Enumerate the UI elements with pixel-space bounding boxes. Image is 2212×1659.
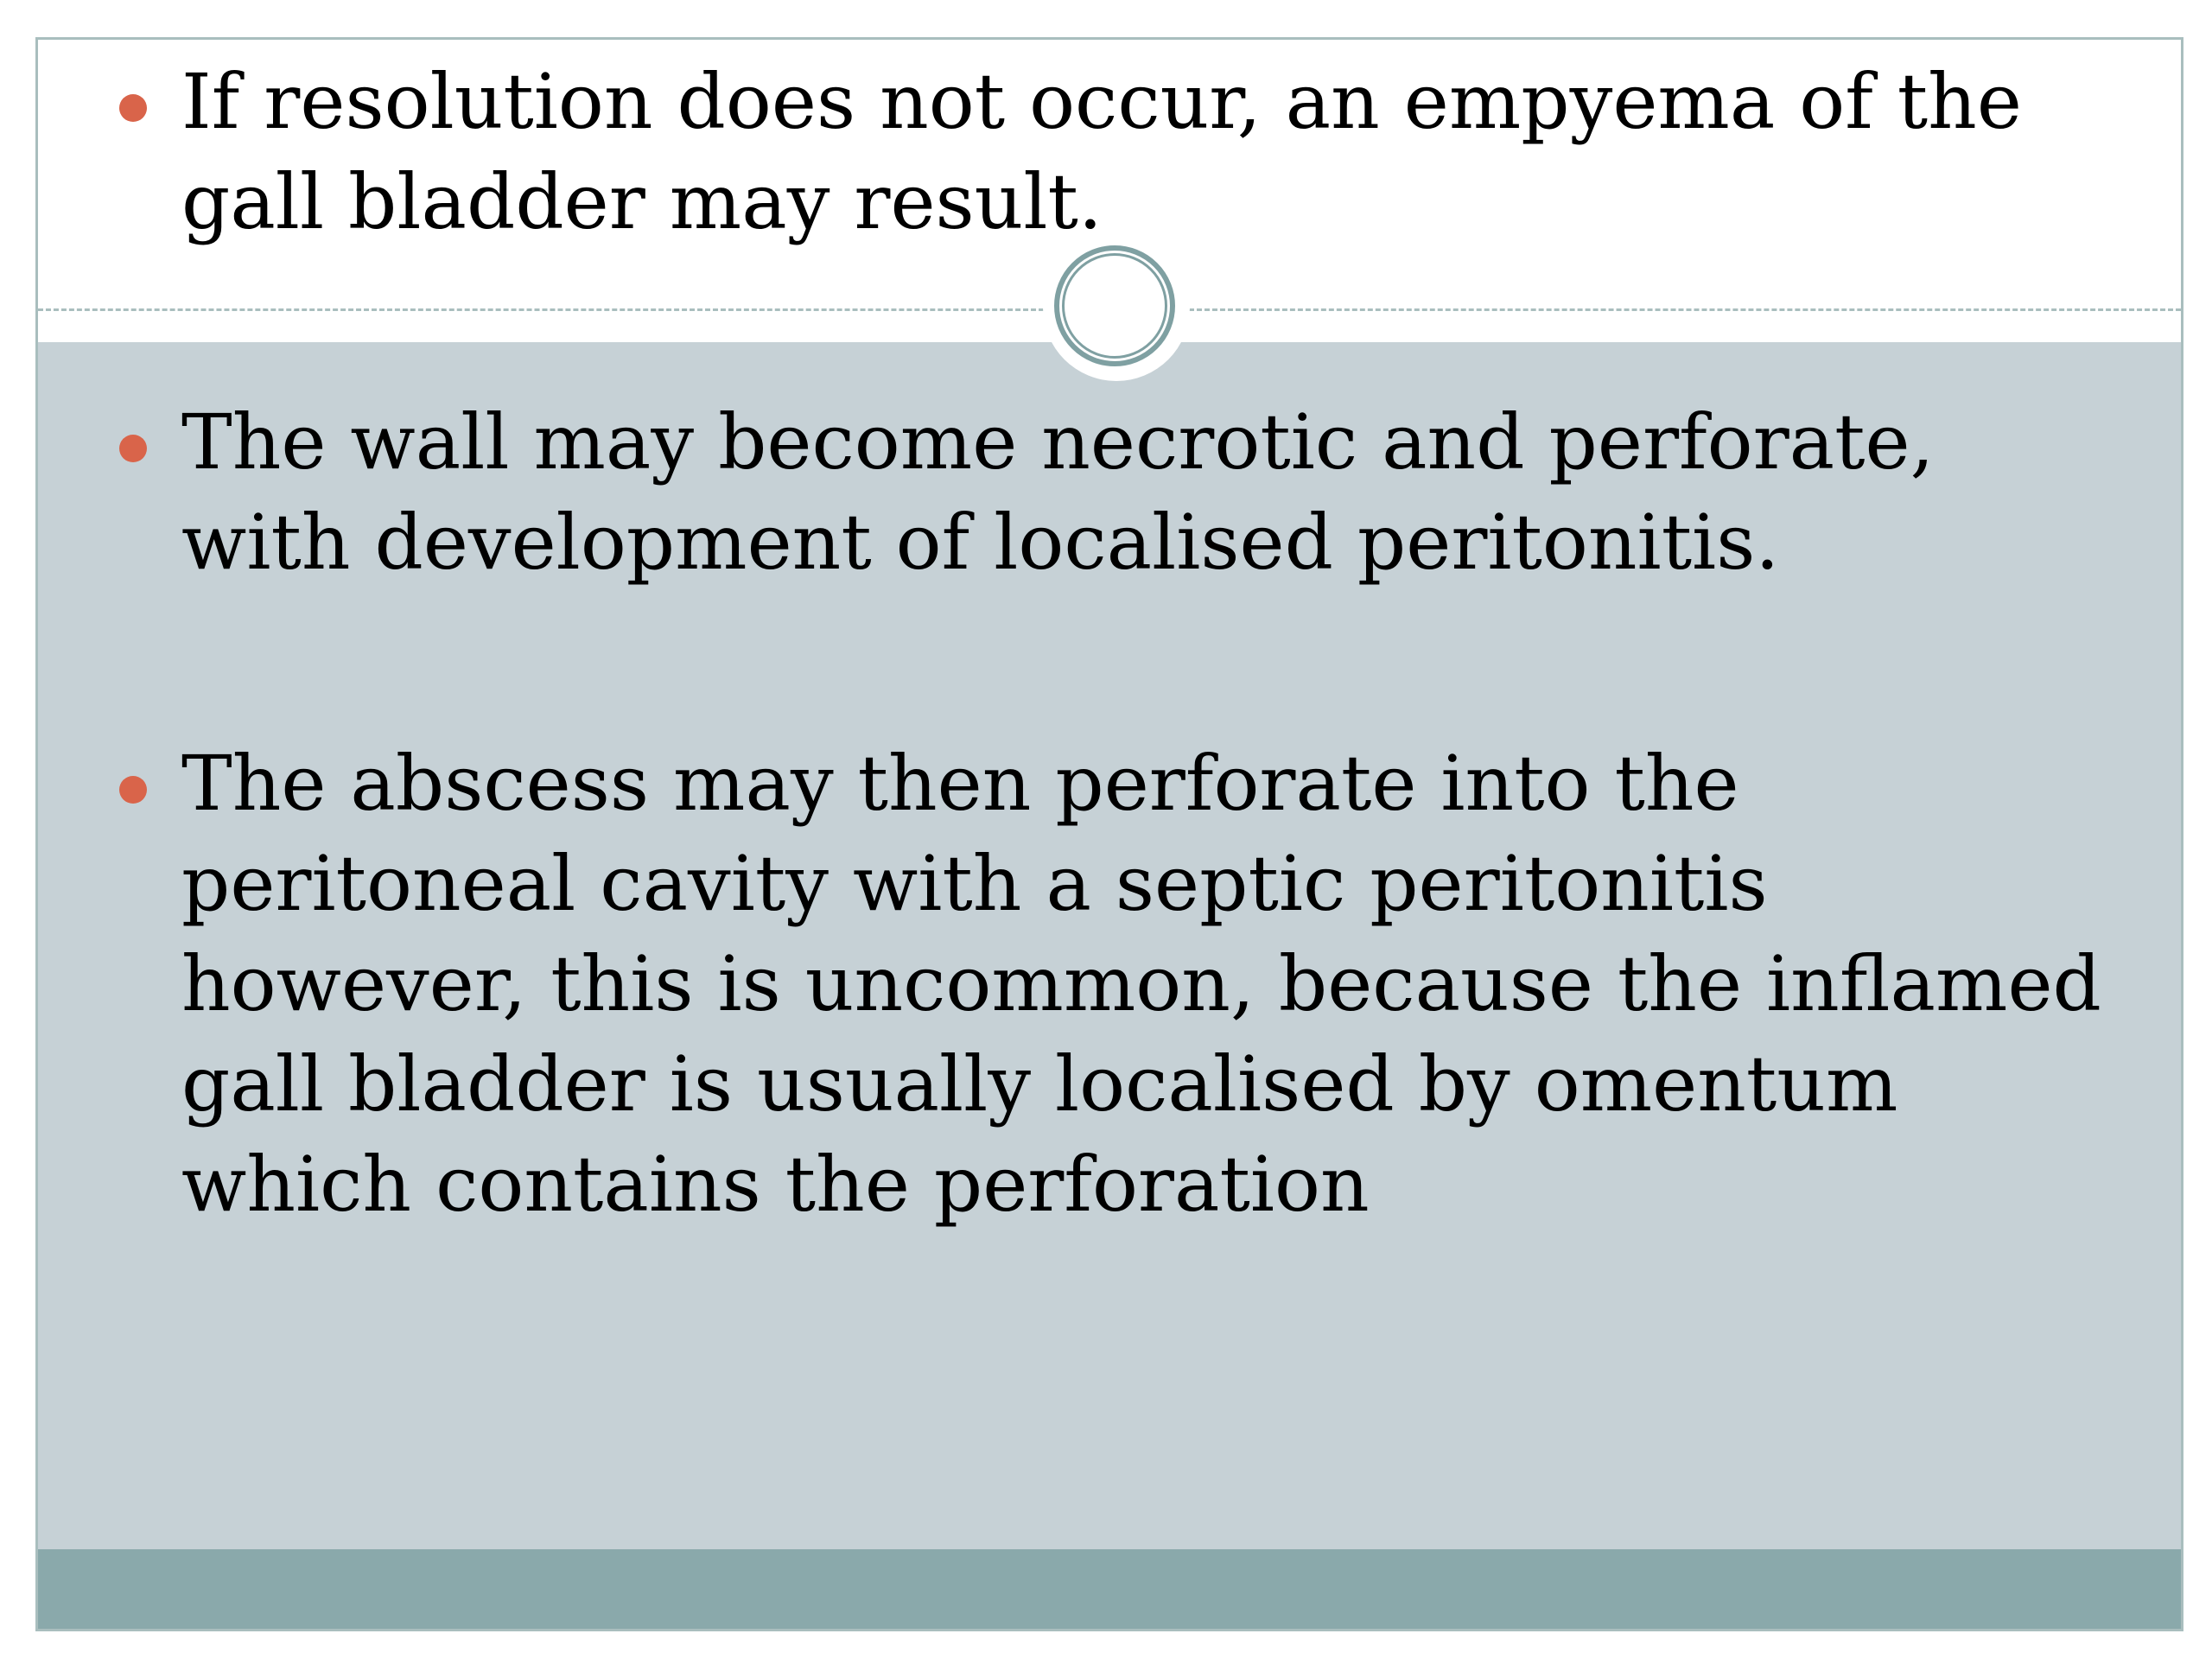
bullet-dot-icon xyxy=(119,435,147,462)
bullet-text-3: The abscess may then perforate into the peritoneal cavity with a septic peritonitis however, this is uncommon, because the inflamed gall bladder is usually localised by omentum which contains the perforation xyxy=(181,739,2101,1229)
slide-footer-band xyxy=(38,1549,2181,1629)
bullet-item-2 xyxy=(147,392,2117,593)
circle-ornament-icon xyxy=(1054,245,1175,366)
bullet-text-2: The wall may become necrotic and perforate, with development of localised peritonitis. xyxy=(181,397,1935,587)
dashed-divider-left xyxy=(38,308,1044,311)
bullet-dot-icon xyxy=(119,94,147,122)
slide-frame xyxy=(35,37,2183,1631)
bullet-text-1: If resolution does not occur, an empyema of the gall bladder may result. xyxy=(181,57,2022,246)
bullet-item-3 xyxy=(147,734,2117,1235)
bullet-dot-icon xyxy=(119,776,147,804)
bullet-item-1 xyxy=(147,52,2117,252)
dashed-divider-right xyxy=(1189,308,2181,311)
